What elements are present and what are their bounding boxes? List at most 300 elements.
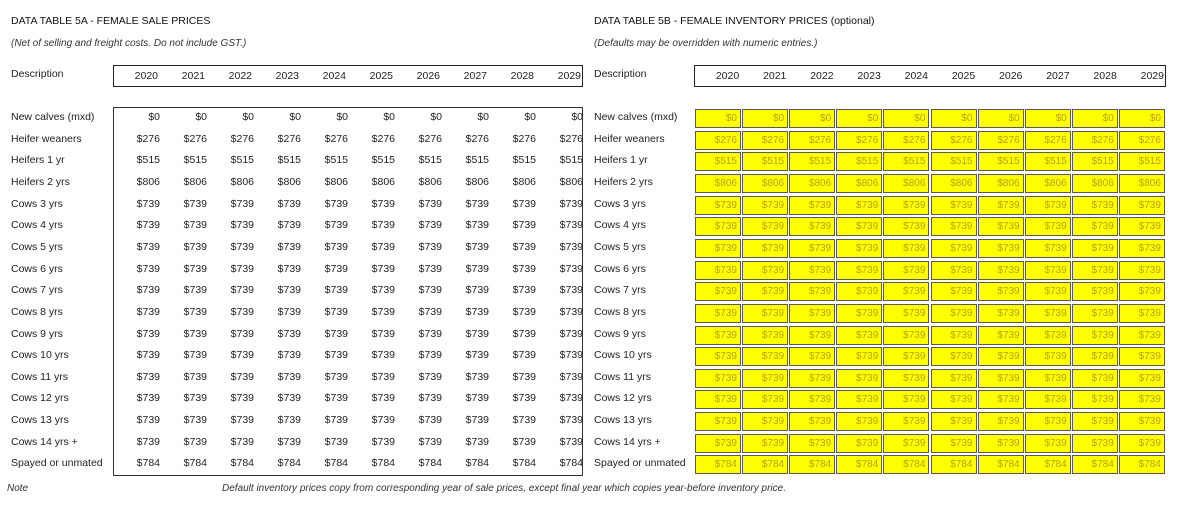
sale-price-cell: $739 (324, 284, 348, 297)
inventory-price-input[interactable]: $739 (695, 434, 741, 453)
inventory-price-input[interactable]: $0 (1072, 109, 1118, 128)
inventory-price-input[interactable]: $739 (883, 261, 929, 280)
sale-price-cell: $515 (512, 154, 536, 167)
inventory-price-input[interactable]: $739 (836, 390, 882, 409)
inventory-price-input[interactable]: $784 (978, 455, 1024, 474)
sale-price-cell: $784 (183, 457, 207, 470)
sale-price-cell: $739 (465, 262, 489, 275)
inventory-price-input[interactable]: $739 (695, 261, 741, 280)
inventory-price-input[interactable]: $739 (931, 304, 977, 323)
inventory-price-input[interactable]: $739 (742, 261, 788, 280)
sale-price-cell: $739 (559, 392, 583, 405)
row-label-cows-3-yrs: Cows 3 yrs (11, 197, 63, 210)
inventory-price-input[interactable]: $739 (883, 304, 929, 323)
sale-price-cell: $0 (383, 111, 395, 123)
inventory-price-input[interactable]: $739 (1025, 217, 1071, 236)
sale-price-cell: $739 (277, 370, 301, 383)
year-header-2023: 2023 (857, 70, 881, 82)
sale-price-cell: $806 (559, 175, 583, 188)
inventory-price-input[interactable]: $739 (742, 326, 788, 345)
inventory-price-input[interactable]: $515 (1072, 152, 1118, 171)
row-label-cows-7-yrs: Cows 7 yrs (11, 284, 63, 297)
sale-price-cell: $739 (324, 370, 348, 383)
row-label-cows-6-yrs: Cows 6 yrs (594, 262, 646, 275)
inventory-price-input[interactable]: $739 (978, 326, 1024, 345)
sale-price-cell: $515 (418, 154, 442, 167)
inventory-price-input[interactable]: $515 (695, 152, 741, 171)
inventory-price-input[interactable]: $739 (978, 434, 1024, 453)
inventory-price-input[interactable]: $806 (695, 174, 741, 193)
inventory-price-input[interactable]: $739 (789, 239, 835, 258)
sale-price-cell: $739 (230, 370, 254, 383)
inventory-price-input[interactable]: $739 (883, 369, 929, 388)
row-label-cows-12-yrs: Cows 12 yrs (594, 392, 652, 405)
inventory-price-input[interactable]: $739 (978, 304, 1024, 323)
inventory-price-input[interactable]: $784 (1119, 455, 1165, 474)
inventory-price-input[interactable]: $739 (931, 196, 977, 215)
year-header-2025: 2025 (951, 70, 976, 82)
sale-price-cell: $739 (465, 327, 489, 340)
sale-price-cell: $739 (277, 262, 301, 275)
inventory-price-input[interactable]: $739 (1025, 196, 1071, 215)
row-label-cows-7-yrs: Cows 7 yrs (594, 284, 646, 297)
inventory-price-input[interactable]: $739 (1025, 261, 1071, 280)
inventory-price-input[interactable]: $739 (695, 282, 741, 301)
inventory-price-input[interactable]: $0 (978, 109, 1024, 128)
inventory-price-input[interactable]: $739 (695, 347, 741, 366)
inventory-price-input[interactable]: $515 (836, 152, 882, 171)
sale-price-cell: $739 (371, 349, 395, 362)
sale-price-cell: $739 (277, 284, 301, 297)
sale-price-cell: $739 (183, 370, 207, 383)
table-5a-title: DATA TABLE 5A - FEMALE SALE PRICES (11, 15, 211, 27)
sale-price-cell: $739 (136, 414, 160, 427)
sale-price-cell: $739 (277, 392, 301, 405)
inventory-price-input[interactable]: $739 (695, 412, 741, 431)
sale-price-cell: $0 (195, 111, 207, 123)
inventory-price-input[interactable]: $739 (836, 239, 882, 258)
table-5b-description-header: Description (594, 68, 647, 80)
inventory-price-input[interactable]: $739 (931, 217, 977, 236)
inventory-price-input[interactable]: $739 (1119, 304, 1165, 323)
inventory-price-input[interactable]: $739 (742, 196, 788, 215)
sale-price-cell: $739 (371, 305, 395, 318)
sale-price-cell: $806 (183, 175, 207, 188)
inventory-price-input[interactable]: $739 (1119, 217, 1165, 236)
sale-price-cell: $739 (559, 370, 583, 383)
inventory-price-input[interactable]: $276 (1072, 131, 1118, 150)
inventory-price-input[interactable]: $739 (931, 347, 977, 366)
sale-price-cell: $0 (148, 111, 160, 123)
inventory-price-input[interactable]: $806 (931, 174, 977, 193)
inventory-price-input[interactable]: $276 (789, 131, 835, 150)
sale-price-cell: $739 (418, 197, 442, 210)
year-header-2028: 2028 (1093, 70, 1117, 82)
sale-price-cell: $276 (183, 132, 207, 145)
sale-price-cell: $515 (136, 154, 160, 167)
inventory-price-input[interactable]: $515 (883, 152, 929, 171)
inventory-price-input[interactable]: $739 (978, 261, 1024, 280)
sale-price-cell: $739 (418, 349, 442, 362)
inventory-price-input[interactable]: $784 (1072, 455, 1118, 474)
row-label-heifers-1-yr: Heifers 1 yr (594, 154, 648, 167)
inventory-price-input[interactable]: $515 (1025, 152, 1071, 171)
sale-price-cell: $739 (465, 370, 489, 383)
inventory-price-input[interactable]: $276 (836, 131, 882, 150)
inventory-price-input[interactable]: $739 (1072, 326, 1118, 345)
inventory-price-input[interactable]: $739 (1119, 239, 1165, 258)
inventory-price-input[interactable]: $784 (695, 455, 741, 474)
inventory-price-input[interactable]: $0 (836, 109, 882, 128)
inventory-price-input[interactable]: $739 (836, 282, 882, 301)
sale-price-cell: $276 (512, 132, 536, 145)
inventory-price-input[interactable]: $0 (1119, 109, 1165, 128)
inventory-price-input[interactable]: $784 (1025, 455, 1071, 474)
sale-price-cell: $739 (183, 240, 207, 253)
inventory-price-input[interactable]: $739 (978, 196, 1024, 215)
inventory-price-input[interactable]: $739 (1119, 434, 1165, 453)
sale-price-cell: $739 (418, 219, 442, 232)
inventory-price-input[interactable]: $739 (1119, 347, 1165, 366)
inventory-price-input[interactable]: $739 (789, 261, 835, 280)
inventory-price-input[interactable]: $739 (931, 369, 977, 388)
inventory-price-input[interactable]: $739 (836, 217, 882, 236)
inventory-price-input[interactable]: $515 (789, 152, 835, 171)
inventory-price-input[interactable]: $739 (1119, 196, 1165, 215)
inventory-price-input[interactable]: $806 (1119, 174, 1165, 193)
inventory-price-input[interactable]: $739 (883, 347, 929, 366)
inventory-price-input[interactable]: $739 (1119, 390, 1165, 409)
row-label-cows-14-yrs: Cows 14 yrs + (594, 435, 661, 448)
inventory-price-input[interactable]: $739 (883, 282, 929, 301)
inventory-price-input[interactable]: $739 (1072, 282, 1118, 301)
sale-price-cell: $0 (336, 111, 348, 123)
inventory-price-input[interactable]: $739 (883, 412, 929, 431)
inventory-price-input[interactable]: $739 (1025, 390, 1071, 409)
sale-price-cell: $739 (183, 327, 207, 340)
inventory-price-input[interactable]: $276 (742, 131, 788, 150)
sale-price-cell: $739 (324, 414, 348, 427)
inventory-price-input[interactable]: $784 (931, 455, 977, 474)
inventory-price-input[interactable]: $739 (1072, 196, 1118, 215)
sale-price-cell: $739 (512, 370, 536, 383)
inventory-price-input[interactable]: $739 (836, 412, 882, 431)
inventory-price-input[interactable]: $806 (836, 174, 882, 193)
sale-price-cell: $739 (324, 219, 348, 232)
inventory-price-input[interactable]: $806 (1072, 174, 1118, 193)
inventory-price-input[interactable]: $739 (978, 412, 1024, 431)
inventory-price-input[interactable]: $739 (742, 347, 788, 366)
inventory-price-input[interactable]: $739 (883, 326, 929, 345)
inventory-price-input[interactable]: $515 (931, 152, 977, 171)
inventory-price-input[interactable]: $739 (931, 390, 977, 409)
sale-price-cell: $739 (512, 435, 536, 448)
sale-price-cell: $739 (559, 327, 583, 340)
sale-price-cell: $739 (418, 262, 442, 275)
row-label-cows-8-yrs: Cows 8 yrs (11, 305, 63, 318)
row-label-new-calves-mxd: New calves (mxd) (594, 111, 678, 123)
inventory-price-input[interactable]: $276 (978, 131, 1024, 150)
sale-price-cell: $739 (465, 219, 489, 232)
inventory-price-input[interactable]: $806 (883, 174, 929, 193)
sale-price-cell: $739 (136, 349, 160, 362)
sale-price-cell: $784 (136, 457, 160, 470)
sale-price-cell: $739 (277, 327, 301, 340)
inventory-price-input[interactable]: $739 (695, 390, 741, 409)
inventory-price-input[interactable]: $784 (742, 455, 788, 474)
row-label-cows-5-yrs: Cows 5 yrs (594, 240, 646, 253)
inventory-price-input[interactable]: $739 (789, 390, 835, 409)
inventory-price-input[interactable]: $739 (883, 239, 929, 258)
inventory-price-input[interactable]: $739 (978, 390, 1024, 409)
inventory-price-input[interactable]: $739 (1119, 261, 1165, 280)
inventory-price-input[interactable]: $739 (978, 369, 1024, 388)
inventory-price-input[interactable]: $739 (1072, 217, 1118, 236)
inventory-price-input[interactable]: $739 (1025, 434, 1071, 453)
row-label-cows-11-yrs: Cows 11 yrs (11, 370, 68, 383)
table-5a-year-header (113, 65, 583, 87)
inventory-price-input[interactable]: $806 (742, 174, 788, 193)
inventory-price-input[interactable]: $739 (931, 261, 977, 280)
inventory-price-input[interactable]: $739 (789, 282, 835, 301)
inventory-price-input[interactable]: $739 (1119, 369, 1165, 388)
inventory-price-input[interactable]: $739 (978, 347, 1024, 366)
sale-price-cell: $739 (418, 414, 442, 427)
sale-price-cell: $739 (136, 197, 160, 210)
sale-price-cell: $784 (559, 457, 583, 470)
inventory-price-input[interactable]: $739 (789, 217, 835, 236)
row-label-heifer-weaners: Heifer weaners (594, 132, 665, 145)
inventory-price-input[interactable]: $739 (742, 282, 788, 301)
sale-price-cell: $739 (324, 392, 348, 405)
sale-price-cell: $276 (559, 132, 583, 145)
inventory-price-input[interactable]: $0 (931, 109, 977, 128)
inventory-price-input[interactable]: $739 (742, 304, 788, 323)
inventory-price-input[interactable]: $739 (931, 282, 977, 301)
year-header-2022: 2022 (810, 70, 834, 82)
inventory-price-input[interactable]: $739 (978, 239, 1024, 258)
row-label-cows-14-yrs: Cows 14 yrs + (11, 435, 78, 448)
sale-price-cell: $739 (230, 284, 254, 297)
inventory-price-input[interactable]: $739 (742, 239, 788, 258)
sale-price-cell: $0 (289, 111, 301, 123)
inventory-price-input[interactable]: $739 (883, 434, 929, 453)
sale-price-cell: $739 (371, 392, 395, 405)
row-label-spayed-or-unmated: Spayed or unmated (11, 457, 103, 470)
inventory-price-input[interactable]: $739 (1025, 369, 1071, 388)
inventory-price-input[interactable]: $276 (1119, 131, 1165, 150)
inventory-price-input[interactable]: $739 (1025, 304, 1071, 323)
sale-price-cell: $739 (183, 392, 207, 405)
inventory-price-input[interactable]: $784 (836, 455, 882, 474)
sale-price-cell: $739 (418, 327, 442, 340)
inventory-price-input[interactable]: $739 (1025, 347, 1071, 366)
row-label-spayed-or-unmated: Spayed or unmated (594, 457, 686, 470)
sale-price-cell: $276 (418, 132, 442, 145)
year-header-2020: 2020 (715, 70, 740, 82)
sale-price-cell: $739 (512, 262, 536, 275)
inventory-price-input[interactable]: $739 (1072, 347, 1118, 366)
inventory-price-input[interactable]: $276 (883, 131, 929, 150)
sale-price-cell: $739 (371, 327, 395, 340)
inventory-price-input[interactable]: $739 (1025, 326, 1071, 345)
inventory-price-input[interactable]: $739 (742, 434, 788, 453)
year-header-2022: 2022 (228, 70, 252, 82)
row-label-new-calves-mxd: New calves (mxd) (11, 111, 95, 123)
note-label: Note (7, 483, 29, 494)
inventory-price-input[interactable]: $739 (695, 239, 741, 258)
table-5b-year-header (694, 65, 1166, 87)
sale-price-cell: $739 (324, 240, 348, 253)
inventory-price-input[interactable]: $276 (1025, 131, 1071, 150)
row-label-cows-4-yrs: Cows 4 yrs (594, 219, 646, 232)
sale-price-cell: $739 (277, 414, 301, 427)
inventory-price-input[interactable]: $739 (1025, 239, 1071, 258)
sale-price-cell: $739 (559, 284, 583, 297)
inventory-price-input[interactable]: $739 (695, 304, 741, 323)
sale-price-cell: $739 (512, 219, 536, 232)
year-header-2026: 2026 (416, 70, 440, 82)
inventory-price-input[interactable]: $739 (883, 217, 929, 236)
inventory-price-input[interactable]: $739 (978, 217, 1024, 236)
inventory-price-input[interactable]: $739 (836, 326, 882, 345)
sale-price-cell: $739 (230, 435, 254, 448)
sale-price-cell: $0 (242, 111, 254, 123)
sale-price-cell: $739 (371, 197, 395, 210)
sale-price-cell: $515 (183, 154, 207, 167)
year-header-2021: 2021 (763, 70, 787, 82)
inventory-price-input[interactable]: $806 (1025, 174, 1071, 193)
sale-price-cell: $739 (136, 435, 160, 448)
inventory-price-input[interactable]: $739 (789, 326, 835, 345)
sale-price-cell: $0 (477, 111, 489, 123)
inventory-price-input[interactable]: $0 (883, 109, 929, 128)
row-label-cows-9-yrs: Cows 9 yrs (11, 327, 63, 340)
inventory-price-input[interactable]: $784 (883, 455, 929, 474)
inventory-price-input[interactable]: $739 (789, 196, 835, 215)
inventory-price-input[interactable]: $739 (1025, 282, 1071, 301)
inventory-price-input[interactable]: $276 (695, 131, 741, 150)
inventory-price-input[interactable]: $739 (695, 326, 741, 345)
sale-price-cell: $276 (136, 132, 160, 145)
inventory-price-input[interactable]: $739 (1072, 304, 1118, 323)
sale-price-cell: $739 (277, 219, 301, 232)
inventory-price-input[interactable]: $739 (931, 326, 977, 345)
sale-price-cell: $806 (465, 175, 489, 188)
year-header-2020: 2020 (134, 70, 158, 82)
sale-price-cell: $806 (371, 175, 395, 188)
sale-price-cell: $739 (136, 284, 160, 297)
inventory-price-input[interactable]: $739 (789, 304, 835, 323)
inventory-price-input[interactable]: $739 (1119, 326, 1165, 345)
inventory-price-input[interactable]: $739 (789, 369, 835, 388)
inventory-price-input[interactable]: $276 (931, 131, 977, 150)
table-5b-title: DATA TABLE 5B - FEMALE INVENTORY PRICES (optional) (594, 15, 875, 27)
sale-price-cell: $806 (324, 175, 348, 188)
inventory-price-input[interactable]: $0 (695, 109, 741, 128)
inventory-price-input[interactable]: $0 (1025, 109, 1071, 128)
inventory-price-input[interactable]: $739 (883, 390, 929, 409)
inventory-price-input[interactable]: $515 (1119, 152, 1165, 171)
table-5b-subtitle: (Defaults may be overridden with numeric entries.) (594, 38, 818, 49)
inventory-price-input[interactable]: $739 (695, 217, 741, 236)
sale-price-cell: $739 (136, 305, 160, 318)
sale-price-cell: $739 (559, 349, 583, 362)
inventory-price-input[interactable]: $739 (1119, 282, 1165, 301)
inventory-price-input[interactable]: $739 (883, 196, 929, 215)
inventory-price-input[interactable]: $739 (836, 347, 882, 366)
inventory-price-input[interactable]: $739 (836, 304, 882, 323)
inventory-price-input[interactable]: $806 (789, 174, 835, 193)
sale-price-cell: $739 (465, 284, 489, 297)
inventory-price-input[interactable]: $739 (695, 196, 741, 215)
sale-price-cell: $739 (183, 435, 207, 448)
inventory-price-input[interactable]: $739 (931, 412, 977, 431)
inventory-price-input[interactable]: $739 (789, 347, 835, 366)
inventory-price-input[interactable]: $739 (1025, 412, 1071, 431)
inventory-price-input[interactable]: $739 (789, 434, 835, 453)
inventory-price-input[interactable]: $739 (931, 434, 977, 453)
sale-price-cell: $739 (512, 327, 536, 340)
sale-price-cell: $515 (277, 154, 301, 167)
inventory-price-input[interactable]: $739 (1072, 434, 1118, 453)
inventory-price-input[interactable]: $806 (978, 174, 1024, 193)
inventory-price-input[interactable]: $0 (742, 109, 788, 128)
sale-price-cell: $739 (559, 435, 583, 448)
inventory-price-input[interactable]: $739 (931, 239, 977, 258)
inventory-price-input[interactable]: $739 (1072, 390, 1118, 409)
sale-price-cell: $739 (559, 240, 583, 253)
inventory-price-input[interactable]: $515 (742, 152, 788, 171)
sale-price-cell: $739 (465, 240, 489, 253)
sale-price-cell: $739 (512, 349, 536, 362)
sale-price-cell: $739 (183, 305, 207, 318)
sale-price-cell: $739 (324, 349, 348, 362)
inventory-price-input[interactable]: $739 (695, 369, 741, 388)
year-header-2029: 2029 (1140, 70, 1164, 82)
inventory-price-input[interactable]: $739 (1072, 412, 1118, 431)
sale-price-cell: $784 (371, 457, 395, 470)
inventory-price-input[interactable]: $739 (742, 412, 788, 431)
inventory-price-input[interactable]: $739 (836, 434, 882, 453)
inventory-price-input[interactable]: $739 (742, 369, 788, 388)
inventory-price-input[interactable]: $739 (1072, 369, 1118, 388)
year-header-2028: 2028 (510, 70, 534, 82)
inventory-price-input[interactable]: $739 (836, 261, 882, 280)
row-label-cows-12-yrs: Cows 12 yrs (11, 392, 69, 405)
inventory-price-input[interactable]: $739 (1119, 412, 1165, 431)
inventory-price-input[interactable]: $515 (978, 152, 1024, 171)
sale-price-cell: $739 (183, 197, 207, 210)
sale-price-cell: $739 (512, 197, 536, 210)
sale-price-cell: $739 (183, 262, 207, 275)
inventory-price-input[interactable]: $739 (1072, 261, 1118, 280)
inventory-price-input[interactable]: $739 (1072, 239, 1118, 258)
row-label-cows-10-yrs: Cows 10 yrs (11, 349, 69, 362)
sale-price-cell: $739 (559, 197, 583, 210)
inventory-price-input[interactable]: $739 (789, 412, 835, 431)
inventory-price-input[interactable]: $739 (978, 282, 1024, 301)
sale-price-cell: $806 (136, 175, 160, 188)
inventory-price-input[interactable]: $739 (836, 369, 882, 388)
sale-price-cell: $739 (136, 219, 160, 232)
sale-price-cell: $276 (230, 132, 254, 145)
inventory-price-input[interactable]: $739 (836, 196, 882, 215)
inventory-price-input[interactable]: $739 (742, 390, 788, 409)
inventory-price-input[interactable]: $0 (789, 109, 835, 128)
inventory-price-input[interactable]: $784 (789, 455, 835, 474)
inventory-price-input[interactable]: $739 (742, 217, 788, 236)
